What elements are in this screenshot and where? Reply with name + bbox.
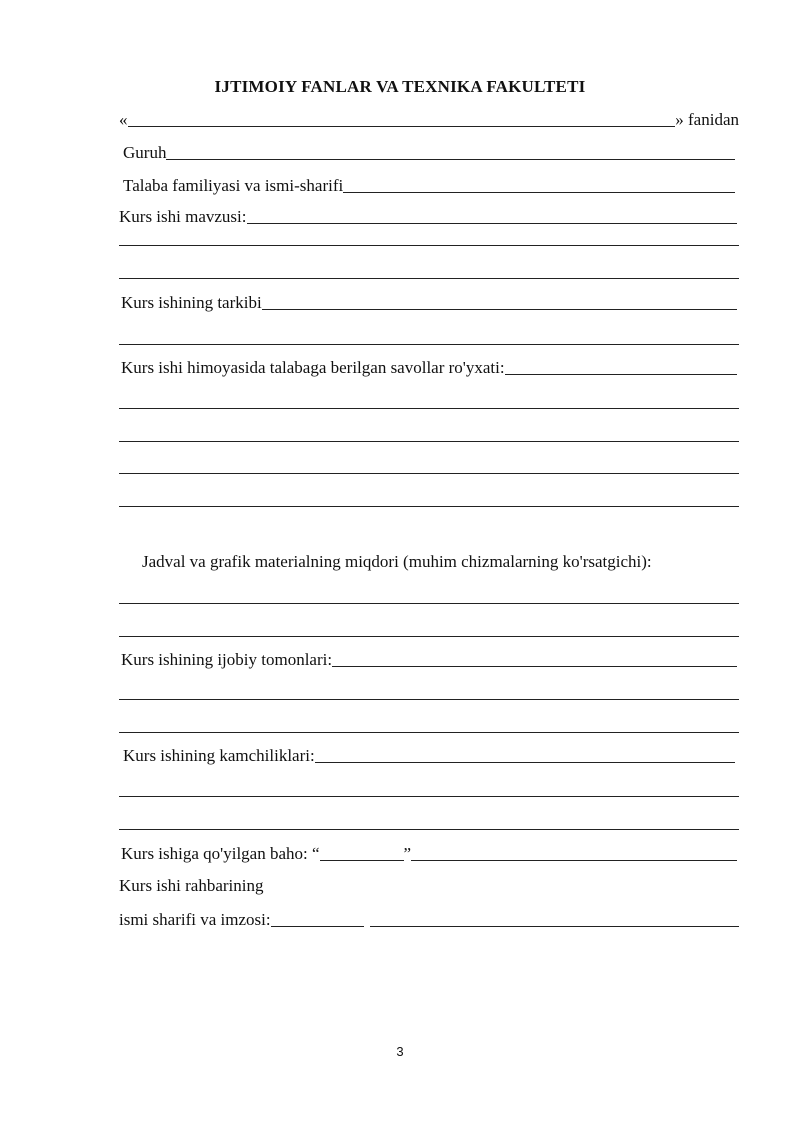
- materials-label: Jadval va grafik materialning miqdori (muhim chizmalarning ko'rsatgichi):: [142, 552, 652, 571]
- positives-extra-line-1[interactable]: [119, 699, 739, 700]
- faculty-title: IJTIMOIY FANLAR VA TEXNIKA FAKULTETI: [214, 77, 586, 96]
- questions-extra-line-1[interactable]: [119, 408, 739, 409]
- grade-row: [121, 844, 737, 864]
- materials-row: [142, 552, 652, 572]
- topic-extra-line-2[interactable]: [119, 278, 739, 279]
- grade-label-start: Kurs ishiga qo'yilgan baho: “: [121, 844, 320, 863]
- subject-field[interactable]: [128, 125, 676, 127]
- supervisor-row-1: [119, 876, 263, 896]
- topic-row: [119, 207, 737, 227]
- grade-words-field[interactable]: [411, 859, 737, 861]
- student-label: Talaba familiyasi va ismi-sharifi: [123, 176, 344, 195]
- questions-extra-line-4[interactable]: [119, 506, 739, 507]
- questions-row: [121, 358, 737, 378]
- materials-line-1[interactable]: [119, 603, 739, 604]
- topic-label: Kurs ishi mavzusi:: [119, 207, 247, 226]
- topic-field[interactable]: [247, 222, 738, 224]
- composition-field[interactable]: [262, 308, 737, 310]
- subject-open-quote: «: [119, 110, 128, 129]
- shortcomings-field[interactable]: [315, 761, 735, 763]
- shortcomings-extra-line-1[interactable]: [119, 796, 739, 797]
- shortcomings-row: [123, 746, 735, 766]
- materials-line-2[interactable]: [119, 636, 739, 637]
- group-label: Guruh: [123, 143, 167, 162]
- positives-extra-line-2[interactable]: [119, 732, 739, 733]
- positives-label: Kurs ishining ijobiy tomonlari:: [121, 650, 333, 669]
- grade-label-end: ”: [403, 844, 412, 863]
- group-row: [123, 143, 735, 163]
- subject-suffix: » fanidan: [675, 110, 739, 129]
- shortcomings-extra-line-2[interactable]: [119, 829, 739, 830]
- composition-row: [121, 293, 737, 313]
- questions-label: Kurs ishi himoyasida talabaga berilgan savollar ro'yxati:: [121, 358, 505, 377]
- group-field[interactable]: [166, 158, 735, 160]
- grade-field[interactable]: [320, 859, 404, 861]
- positives-row: [121, 650, 737, 670]
- page-number: 3: [396, 1044, 404, 1059]
- questions-extra-line-3[interactable]: [119, 473, 739, 474]
- supervisor-row-2: [119, 910, 739, 930]
- supervisor-label-line2: ismi sharifi va imzosi:: [119, 910, 271, 929]
- questions-extra-line-2[interactable]: [119, 441, 739, 442]
- supervisor-signature-field[interactable]: [370, 925, 739, 927]
- positives-field[interactable]: [332, 665, 737, 667]
- student-field[interactable]: [343, 191, 735, 193]
- shortcomings-label: Kurs ishining kamchiliklari:: [123, 746, 315, 765]
- questions-field[interactable]: [505, 373, 737, 375]
- subject-row: [119, 110, 739, 130]
- student-row: [123, 176, 735, 196]
- supervisor-name-field[interactable]: [271, 925, 364, 927]
- composition-label: Kurs ishining tarkibi: [121, 293, 262, 312]
- supervisor-label-line1: Kurs ishi rahbarining: [119, 876, 264, 895]
- topic-extra-line-1[interactable]: [119, 245, 739, 246]
- composition-extra-line[interactable]: [119, 344, 739, 345]
